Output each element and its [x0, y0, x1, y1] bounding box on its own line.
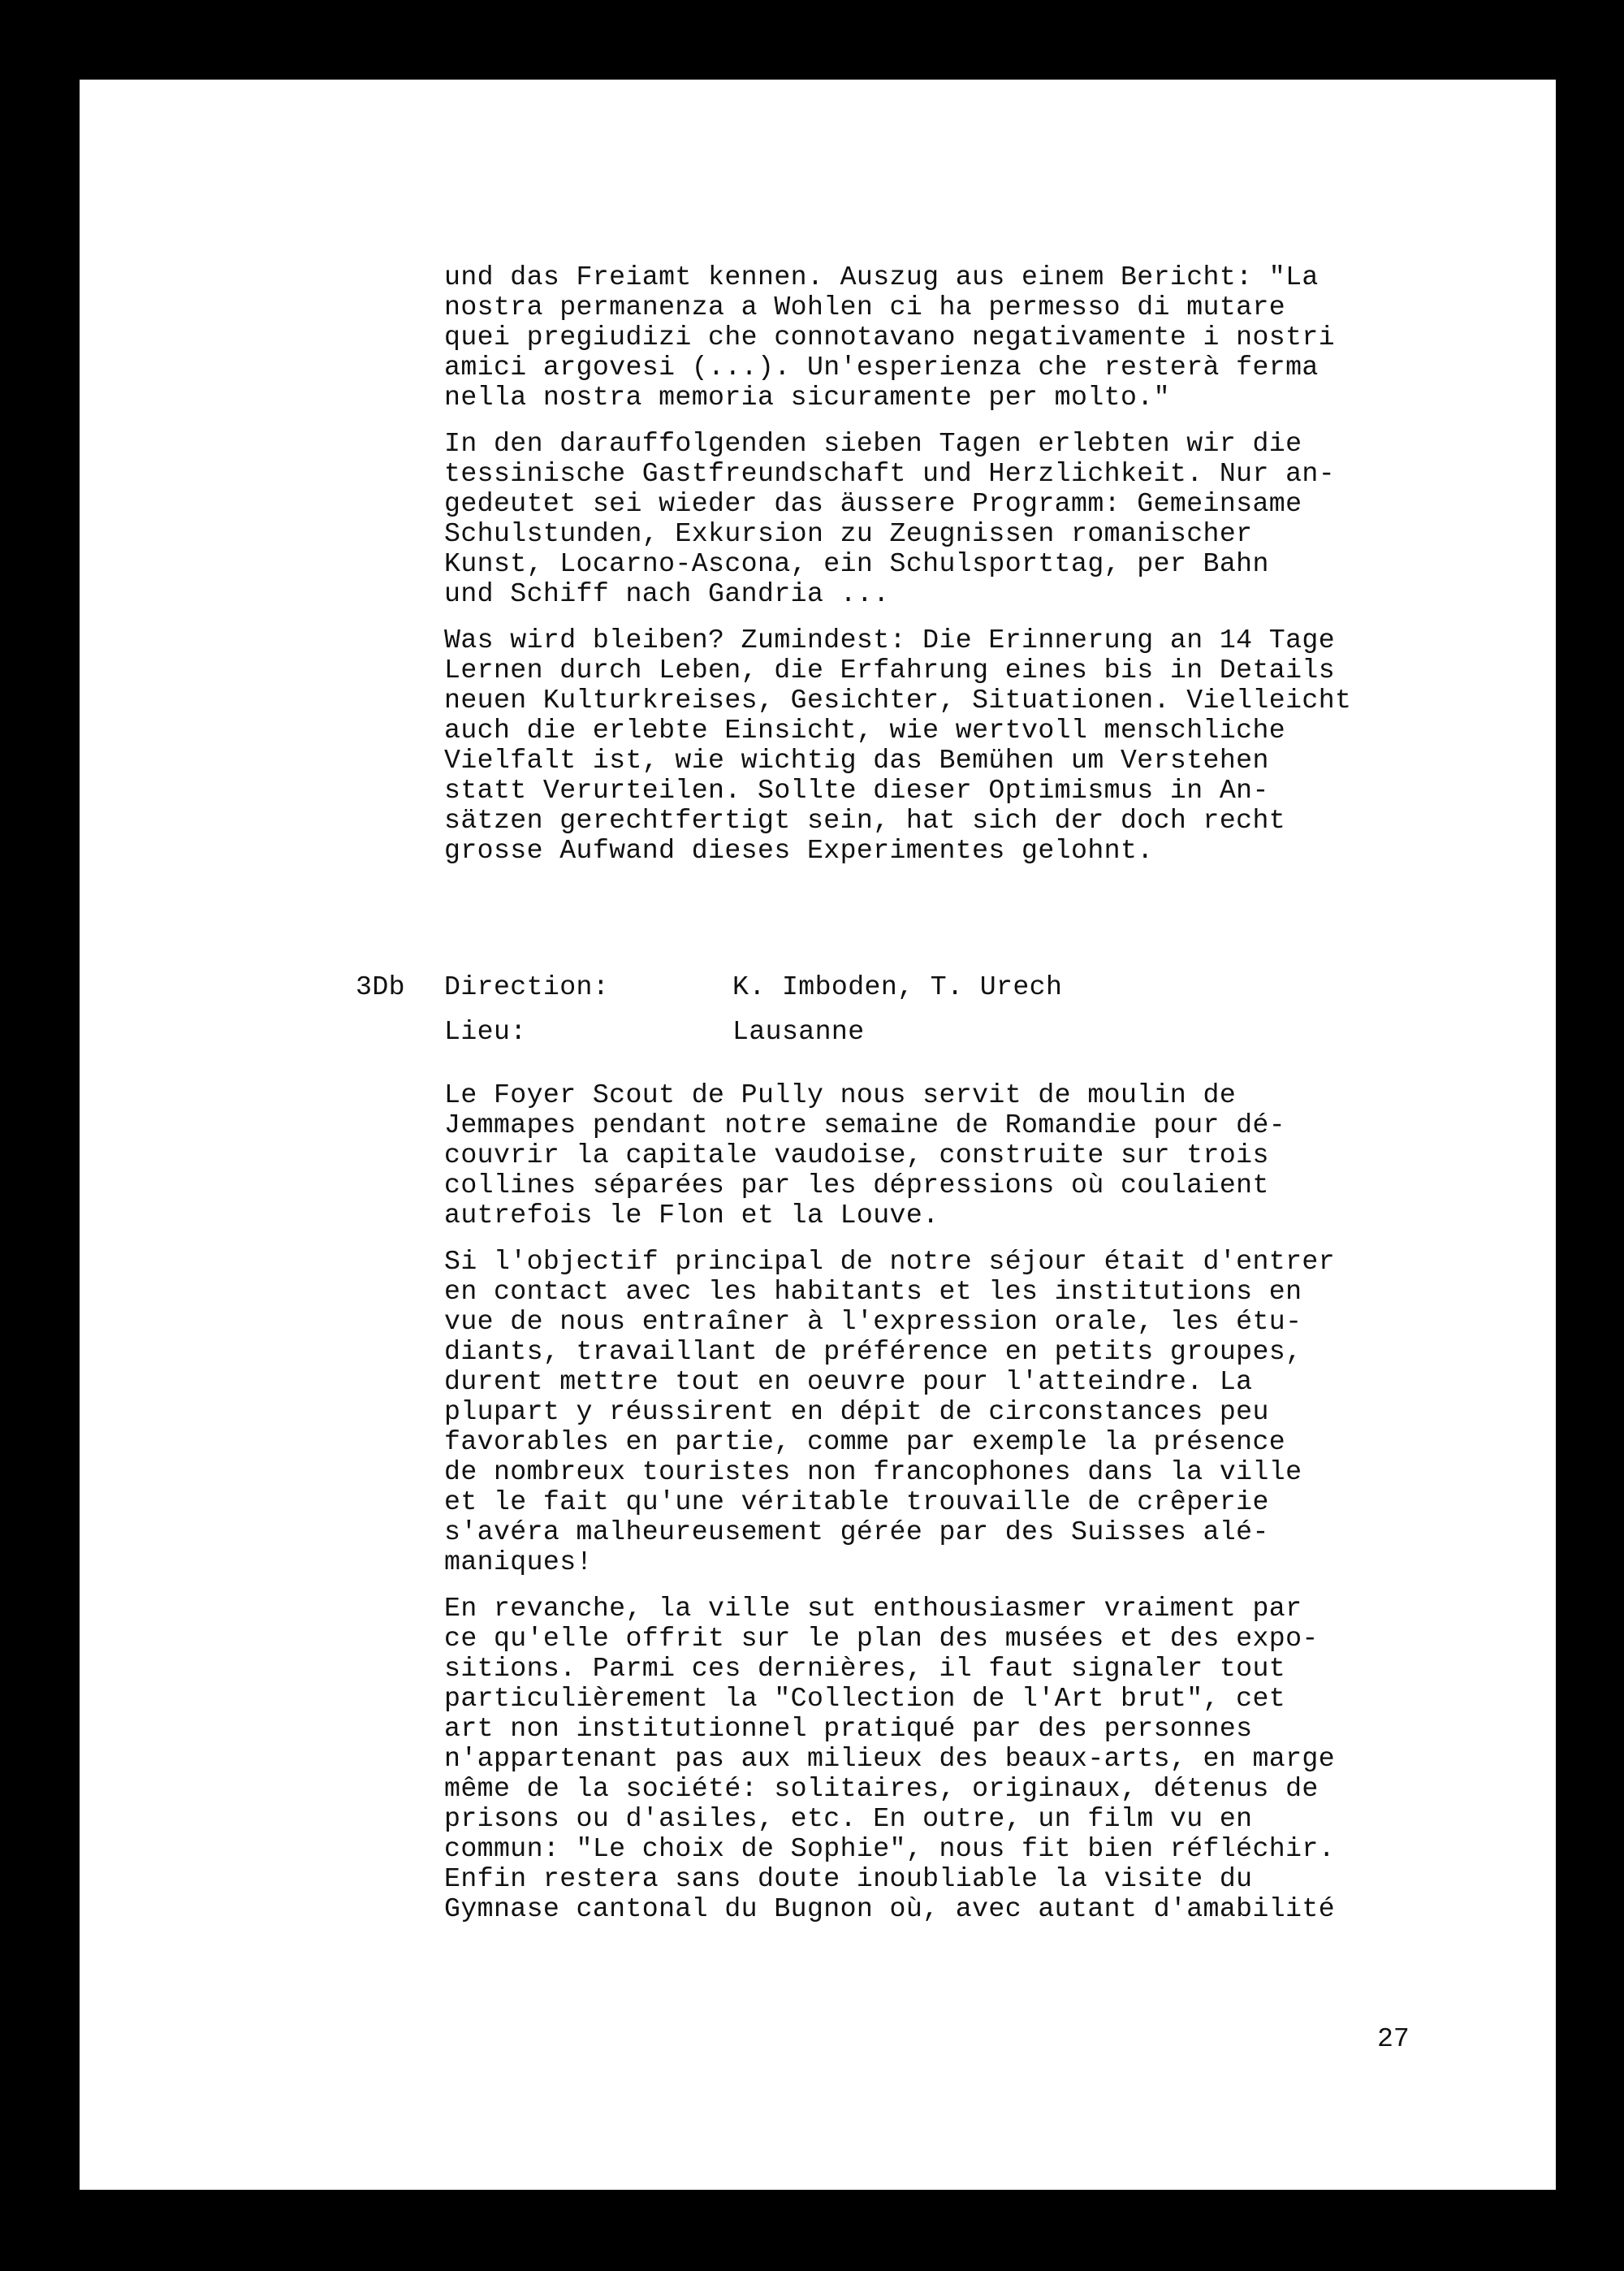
body-line: statt Verurteilen. Sollte dieser Optimismus in An-: [444, 775, 1269, 806]
page-number: 27: [1377, 2023, 1410, 2054]
body-line: nostra permanenza a Wohlen ci ha permesso di mutare: [444, 292, 1286, 322]
body-line: grosse Aufwand dieses Experimentes gelohnt.: [444, 835, 1154, 866]
body-line: favorables en partie, comme par exemple la présence: [444, 1426, 1286, 1457]
body-line: autrefois le Flon et la Louve.: [444, 1200, 939, 1231]
body-line: ce qu'elle offrit sur le plan des musées et des expo-: [444, 1623, 1319, 1654]
body-line: sitions. Parmi ces dernières, il faut signaler tout: [444, 1653, 1286, 1684]
body-line: durent mettre tout en oeuvre pour l'atteindre. La: [444, 1366, 1253, 1397]
body-line: Le Foyer Scout de Pully nous servit de moulin de: [444, 1079, 1237, 1110]
body-line: Lernen durch Leben, die Erfahrung eines bis in Details: [444, 655, 1336, 686]
body-line: particulièrement la "Collection de l'Art brut", cet: [444, 1683, 1286, 1714]
body-line: prisons ou d'asiles, etc. En outre, un film vu en: [444, 1803, 1253, 1834]
body-line: en contact avec les habitants et les institutions en: [444, 1276, 1302, 1307]
body-line: Gymnase cantonal du Bugnon où, avec autant d'amabilité: [444, 1893, 1336, 1924]
body-line: s'avéra malheureusement gérée par des Suisses alé-: [444, 1516, 1269, 1547]
body-line: amici argovesi (...). Un'esperienza che resterà ferma: [444, 352, 1319, 383]
body-line: couvrir la capitale vaudoise, construite sur trois: [444, 1140, 1269, 1170]
body-line: et le fait qu'une véritable trouvaille de crêperie: [444, 1486, 1269, 1517]
body-line: In den darauffolgenden sieben Tagen erlebten wir die: [444, 428, 1302, 459]
section-code: 3Db: [356, 971, 405, 1002]
body-line: vue de nous entraîner à l'expression orale, les étu-: [444, 1306, 1302, 1337]
body-line: commun: "Le choix de Sophie", nous fit bien réfléchir.: [444, 1833, 1336, 1864]
body-line: und das Freiamt kennen. Auszug aus einem Bericht: "La: [444, 262, 1319, 292]
body-line: plupart y réussirent en dépit de circonstances peu: [444, 1396, 1269, 1427]
body-line: art non institutionnel pratiqué par des personnes: [444, 1713, 1253, 1744]
body-line: sätzen gerechtfertigt sein, hat sich der doch recht: [444, 805, 1286, 836]
body-line: neuen Kulturkreises, Gesichter, Situationen. Vielleicht: [444, 685, 1352, 716]
body-line: tessinische Gastfreundschaft und Herzlichkeit. Nur an-: [444, 458, 1336, 489]
body-line: Enfin restera sans doute inoubliable la visite du: [444, 1863, 1253, 1894]
body-line: diants, travaillant de préférence en petits groupes,: [444, 1336, 1302, 1367]
body-line: Schulstunden, Exkursion zu Zeugnissen romanischer: [444, 518, 1253, 549]
direction-label: Direction:: [444, 971, 610, 1002]
direction-value: K. Imboden, T. Urech: [732, 971, 1063, 1002]
body-line: Kunst, Locarno-Ascona, ein Schulsporttag, per Bahn: [444, 548, 1269, 579]
body-line: maniques!: [444, 1546, 593, 1577]
body-line: gedeutet sei wieder das äussere Programm: Gemeinsame: [444, 488, 1302, 519]
body-line: Jemmapes pendant notre semaine de Romandie pour dé-: [444, 1110, 1286, 1140]
body-line: und Schiff nach Gandria ...: [444, 578, 890, 609]
body-line: même de la société: solitaires, originaux, détenus de: [444, 1773, 1319, 1804]
body-line: nella nostra memoria sicuramente per molto.": [444, 382, 1170, 413]
body-line: n'appartenant pas aux milieux des beaux-arts, en marge: [444, 1743, 1336, 1774]
body-line: de nombreux touristes non francophones dans la ville: [444, 1456, 1302, 1487]
body-line: Vielfalt ist, wie wichtig das Bemühen um Verstehen: [444, 745, 1269, 776]
body-line: Si l'objectif principal de notre séjour était d'entrer: [444, 1246, 1336, 1277]
body-line: Was wird bleiben? Zumindest: Die Erinnerung an 14 Tage: [444, 625, 1336, 655]
document-page: [80, 80, 1556, 2190]
body-line: auch die erlebte Einsicht, wie wertvoll menschliche: [444, 715, 1286, 746]
lieu-value: Lausanne: [732, 1016, 865, 1047]
body-line: quei pregiudizi che connotavano negativamente i nostri: [444, 322, 1336, 353]
body-line: En revanche, la ville sut enthousiasmer vraiment par: [444, 1593, 1302, 1624]
body-line: collines séparées par les dépressions où coulaient: [444, 1170, 1269, 1200]
lieu-label: Lieu:: [444, 1016, 527, 1047]
